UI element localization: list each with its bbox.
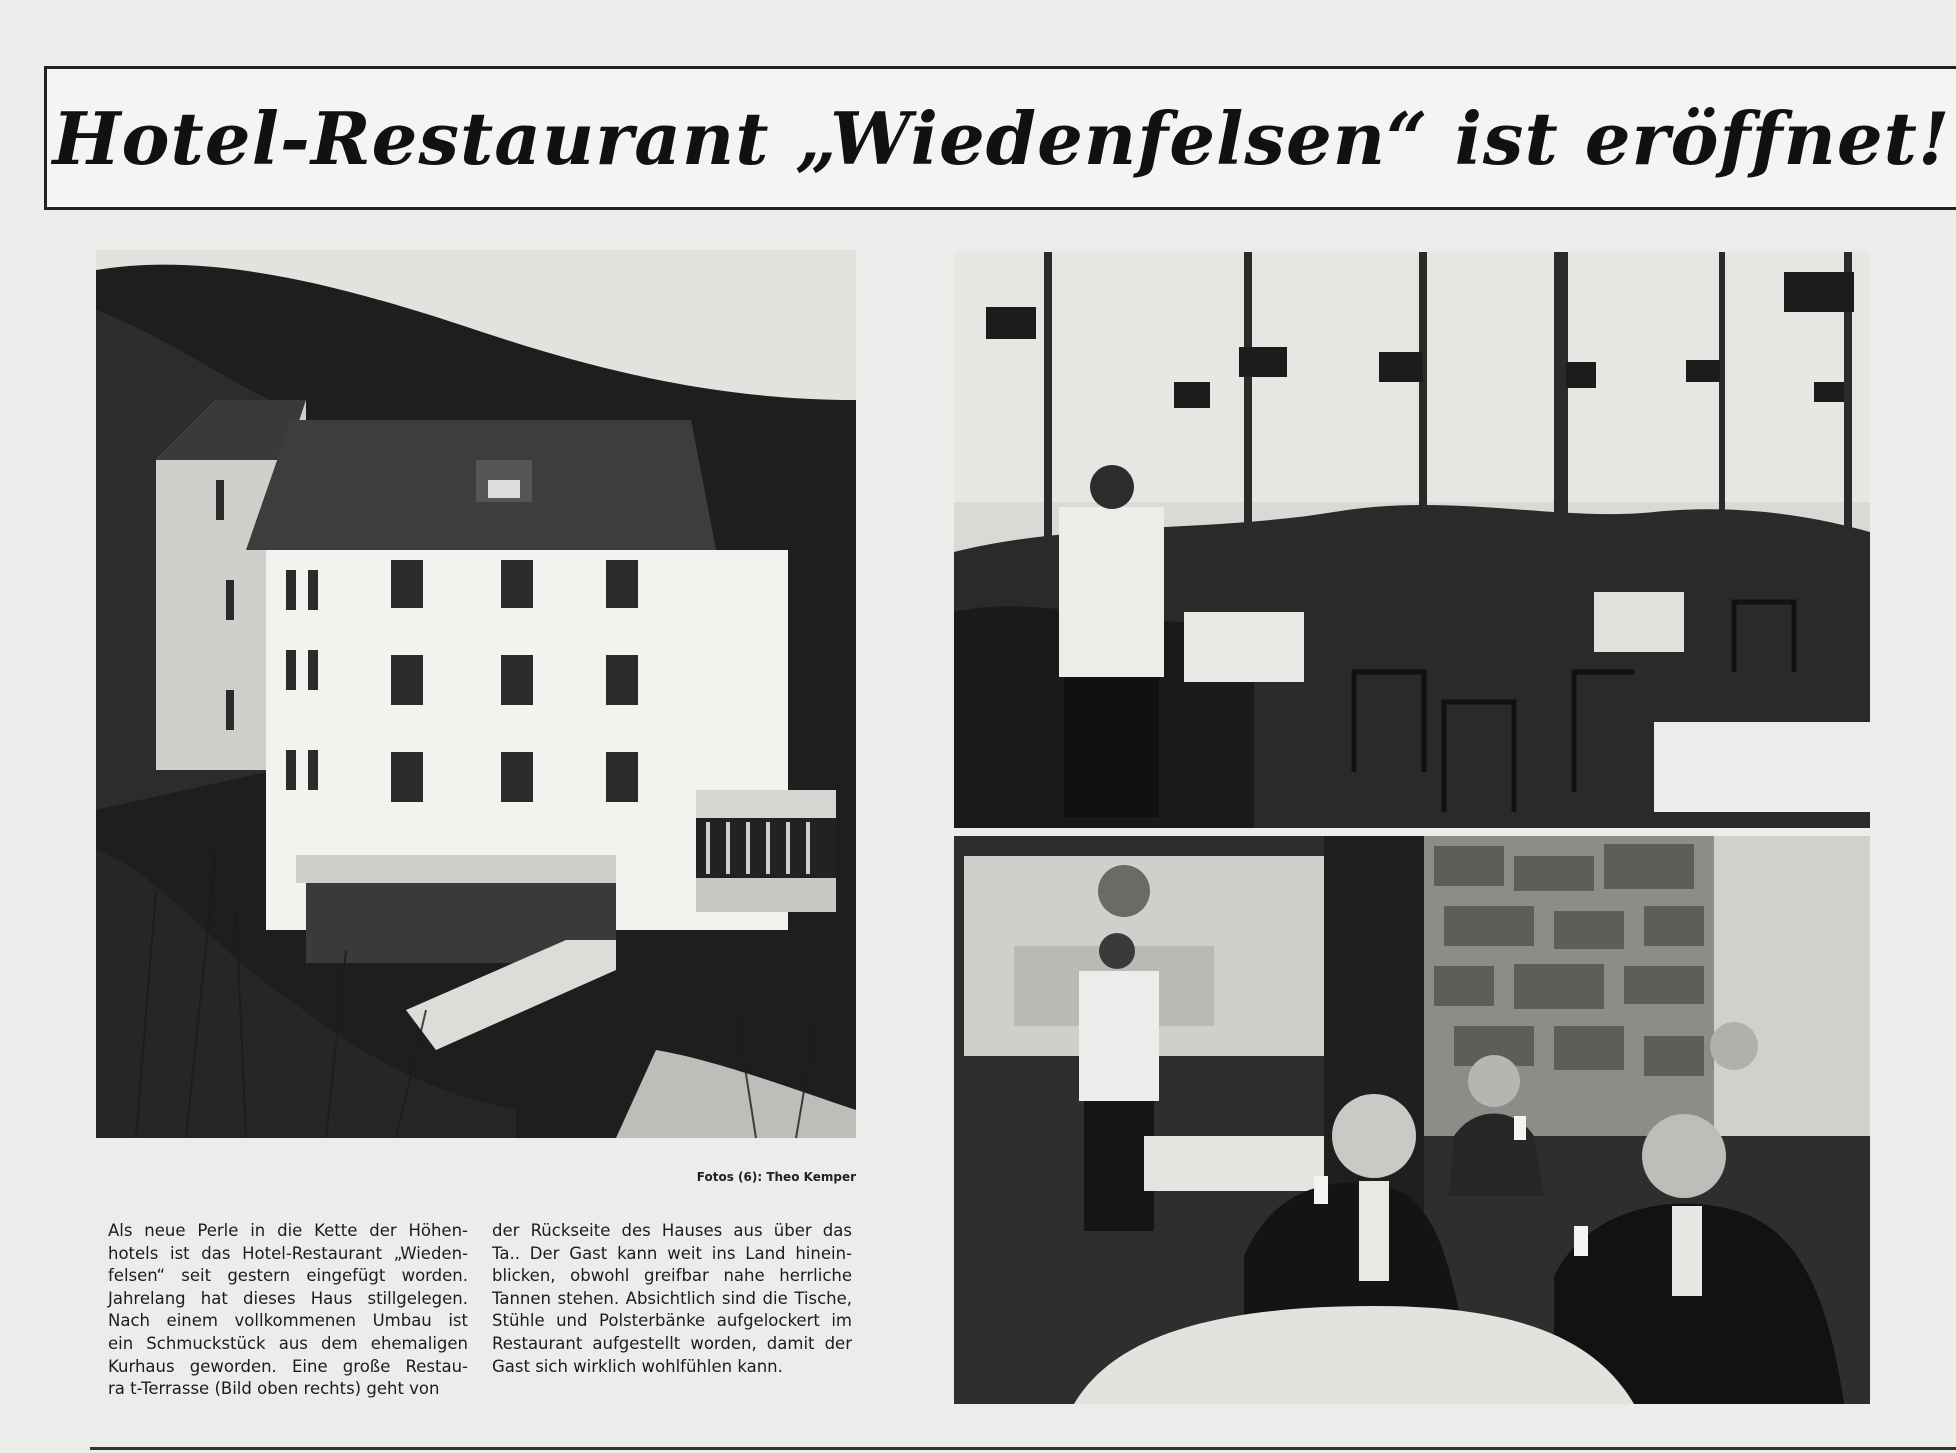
article-column-2 <box>492 1220 852 1378</box>
article-line: Jahrelang hat dieses Haus stillgelegen. <box>108 1288 468 1308</box>
hotel-exterior-photo <box>96 250 856 1138</box>
bottom-rule <box>90 1447 1956 1450</box>
article-line: Als neue Perle in die Kette der Höhen- <box>108 1221 468 1240</box>
article-column-1 <box>108 1220 468 1401</box>
article-line: Ta.. Der Gast kann weit ins Land hinein- <box>492 1243 852 1263</box>
photo-credit: Fotos (6): Theo Kemper <box>696 1170 856 1184</box>
article-line: Tannen stehen. Absichtlich sind die Tische, <box>492 1288 852 1308</box>
article-line: Restaurant aufgestellt worden, damit der <box>492 1333 852 1353</box>
dining-room-photo <box>954 836 1870 1404</box>
article-line: Nach einem vollkommenen Umbau ist <box>108 1311 468 1331</box>
article-line: ein Schmuckstück aus dem ehemaligen <box>108 1333 468 1353</box>
article-line: der Rückseite des Hauses aus über das <box>492 1221 852 1240</box>
article-line: hotels ist das Hotel-Restaurant „Wieden- <box>108 1243 468 1263</box>
article-line: blicken, obwohl greifbar nahe herrliche <box>492 1266 852 1286</box>
article-line: ra t-Terrasse (Bild oben rechts) geht von <box>108 1379 440 1399</box>
headline-box <box>44 66 1956 210</box>
article-line: Stühle und Polsterbänke aufgelockert im <box>492 1311 852 1331</box>
article-line: felsen“ seit gestern eingefügt worden. <box>108 1266 468 1286</box>
article-line: Kurhaus geworden. Eine große Restau- <box>108 1356 468 1376</box>
headline: Hotel-Restaurant „Wiedenfelsen“ ist eröffnet! <box>52 95 1951 181</box>
restaurant-terrace-photo <box>954 252 1870 828</box>
article-line: Gast sich wirklich wohlfühlen kann. <box>492 1356 783 1376</box>
